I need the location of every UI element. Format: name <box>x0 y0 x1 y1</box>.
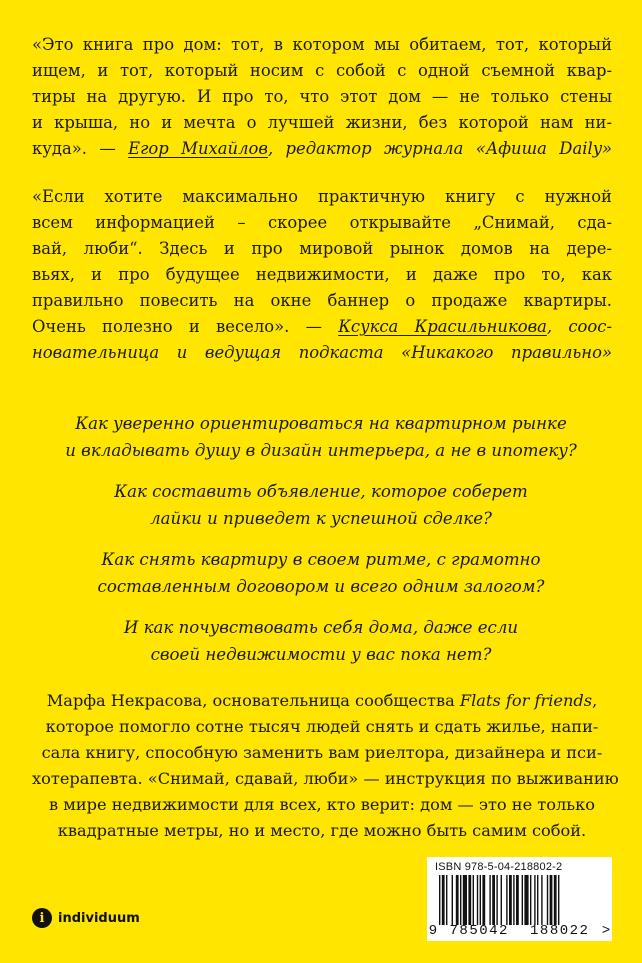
quote-line: ищем, и тот, который носим с собой с одной съемной квар- <box>32 61 612 80</box>
barcode-bar <box>513 875 514 925</box>
quote-line: вьях, и про будущее недвижимости, и даже про то, как <box>32 265 612 284</box>
barcode-bar <box>460 875 461 925</box>
quote-author: Ксукса Красильникова <box>338 317 547 336</box>
questions-block <box>40 410 602 682</box>
question-item: И как почувствовать себя дома, даже если своей недвижимости у вас пока нет? <box>123 618 519 664</box>
barcode-bar <box>530 875 531 925</box>
barcode-bar <box>522 875 523 925</box>
barcode-bar <box>558 875 559 925</box>
isbn-label: ISBN 978-5-04-218802-2 <box>435 861 563 873</box>
quote-line: и крыша, но и мечта о лучшей жизни, без которой нам ни- <box>32 113 612 132</box>
barcode-bars <box>439 875 601 925</box>
barcode-bar <box>550 875 553 925</box>
quote-line: «Это книга про дом: тот, в котором мы обитаем, тот, который <box>32 35 612 54</box>
isbn-barcode <box>427 857 612 941</box>
barcode-bar <box>477 875 478 925</box>
quote-line: вай, люби“. Здесь и про мировой рынок домов на дере- <box>32 239 612 258</box>
barcode-bar <box>492 875 495 925</box>
barcode-bar <box>442 875 445 925</box>
barcode-bar <box>524 875 528 925</box>
barcode-bar <box>468 875 471 925</box>
barcode-bar <box>516 875 519 925</box>
about-line: Марфа Некрасова, основательница сообщества Flats for friends, <box>46 691 598 710</box>
about-line: сала книгу, способную заменить вам риелтора, дизайнера и пси- <box>41 743 603 762</box>
quote-line: правильно повесить на окне баннер о продаже квартиры. <box>32 291 612 310</box>
barcode-bar <box>482 875 485 925</box>
about-line: хотерапевта. «Снимай, сдавай, люби» — инструкция по выживанию <box>32 769 619 788</box>
quote-attribution: Очень полезно и весело». — Ксукса Красильникова, соос- <box>32 317 612 336</box>
barcode-bar <box>534 875 535 925</box>
barcode-bar <box>509 875 512 925</box>
barcode-digits: 9 785042 188022 > <box>428 923 611 939</box>
about-author <box>32 688 619 844</box>
barcode-bar <box>473 875 474 925</box>
community-name: Flats for friends <box>459 691 593 710</box>
barcode-bar <box>446 875 447 925</box>
barcode-bar <box>452 875 453 925</box>
barcode-bar <box>547 875 548 925</box>
barcode-bar <box>541 875 542 925</box>
quote-line: «Если хотите максимально практичную книгу с нужной <box>32 187 612 206</box>
quote-line: всем информацией – скорее открывайте „Снимай, сда- <box>32 213 612 232</box>
barcode-bar <box>456 875 459 925</box>
barcode-bar <box>554 875 557 925</box>
publisher-name: individuum <box>58 910 140 926</box>
about-line: которое помогло сотне тысяч людей снять и сдать жилье, напи- <box>45 717 599 736</box>
question-item: Как составить объявление, которое соберет лайки и приведет к успешной сделке? <box>114 482 528 528</box>
barcode-bar <box>480 875 481 925</box>
about-line: квадратные метры, но и место, где можно быть самим собой. <box>57 821 587 840</box>
question-item: Как снять квартиру в своем ритме, с грамотно составленным договором и всего одним залогом? <box>97 550 545 596</box>
barcode-bar <box>463 875 467 925</box>
quote-author-role: новательница и ведущая подкаста «Никакого правильно» <box>32 343 612 362</box>
quote-attribution: куда». — Егор Михайлов, редактор журнала «Афиша Daily» <box>32 139 612 158</box>
quote-author-role: , редактор журнала «Афиша Daily» <box>267 139 612 158</box>
barcode-bar <box>439 875 440 925</box>
publisher-logo <box>32 908 140 928</box>
about-line: в мире недвижимости для всех, кто верит: дом — это не только <box>49 795 595 814</box>
barcode-bar <box>489 875 490 925</box>
review-quote-1 <box>32 32 612 162</box>
publisher-logo-icon: i <box>32 908 52 928</box>
barcode-bar <box>501 875 502 925</box>
question-item: Как уверенно ориентироваться на квартирном рынке и вкладывать душу в дизайн интерьера, а не в ипотеку? <box>65 414 577 460</box>
barcode-bar <box>537 875 538 925</box>
barcode-bar <box>506 875 507 925</box>
review-quote-2 <box>32 184 612 366</box>
quote-line: тиры на другую. И про то, что этот дом — не только стены <box>32 87 612 106</box>
quote-author: Егор Михайлов <box>128 139 268 158</box>
barcode-bar <box>496 875 497 925</box>
